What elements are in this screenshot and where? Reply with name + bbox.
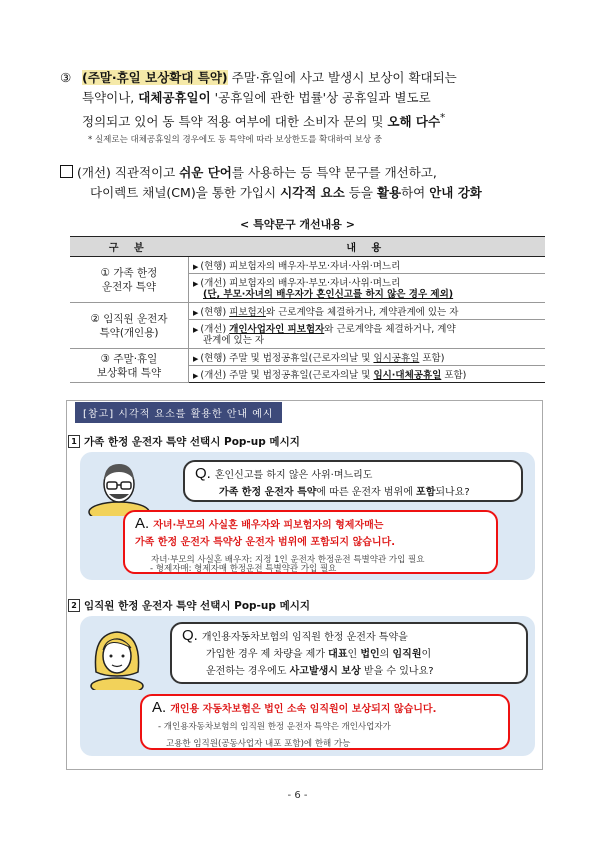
question-text: 인 [347, 649, 361, 660]
row-label: ① 가족 한정 운전자 특약 [70, 257, 189, 303]
question-text: 이 [421, 649, 432, 660]
section-text-bold: 시각적 요소 [280, 185, 345, 200]
question-text-bold: 사고발생시 보상 [289, 666, 361, 677]
question-text: 개인용자동차보험의 임직원 한정 운전자 특약을 [201, 632, 408, 643]
question-text: 운전하는 경우에도 [206, 666, 290, 677]
question-text: 에 따른 운전자 범위에 [316, 487, 417, 498]
answer-text: 개인용 자동차보험은 법인 소속 임직원이 보상되지 않습니다. [170, 704, 437, 715]
answer-detail: 고용한 임직원(공동사업자 내포 포함)에 한해 가능 [166, 739, 351, 749]
footnote: * 실제로는 대체공휴일의 경우에도 동 특약에 따라 보상한도를 확대하여 보상 중 [88, 135, 383, 145]
example-title-text: 가족 한정 운전자 특약 선택시 Pop-up 메시지 [84, 436, 300, 448]
woman-avatar-icon [86, 626, 148, 690]
current-text: ▶ (현행) 피보험자의 배우자·부모·자녀·사위·며느리 [189, 257, 546, 274]
table-title: < 특약문구 개선내용 > [240, 218, 355, 231]
row-label: ② 임직원 운전자 특약(개인용) [70, 303, 189, 349]
table-header: 내 용 [189, 237, 546, 257]
improvement-section [60, 163, 560, 203]
answer-detail: - 형제자매: 형제자매 한정운전 특별약관 가입 필요 [150, 564, 337, 574]
q-mark: Q. [182, 627, 198, 644]
section-text-bold: 활용 [376, 185, 402, 200]
section-label: (개선) [77, 165, 111, 180]
revised-text: ▶ (개선) 주말 및 법정공휴일(근로자의날 및 임시·대체공휴일 포함) [189, 366, 546, 383]
item-text-bold: 대체공휴일이 [138, 90, 211, 105]
section-text-bold: 쉬운 단어 [179, 165, 232, 180]
answer-detail: - 개인용자동차보험의 임직원 한정 운전자 특약은 개인사업자가 [158, 722, 391, 732]
question-text-bold: 포함 [416, 487, 436, 498]
footnote-mark: * [440, 112, 446, 124]
item-text: 정의되고 있어 동 특약 적용 여부에 대한 소비자 문의 및 [82, 114, 388, 130]
table-row [70, 349, 545, 366]
question-text-bold: 대표 [328, 649, 348, 660]
man-avatar-icon [85, 458, 153, 516]
example-2-question-bubble [170, 622, 528, 684]
table-row [70, 303, 545, 320]
question-text: 받을 수 있나요? [360, 666, 434, 677]
a-mark: A. [135, 515, 150, 532]
question-text-bold: 가족 한정 운전자 특약 [219, 487, 317, 498]
table-header: 구 분 [70, 237, 189, 257]
section-text: 등을 [344, 185, 377, 200]
example-2-answer-bubble [140, 694, 510, 750]
table-header-row [70, 237, 545, 257]
answer-detail: 자녀·부모의 사실혼 배우자: 지정 1인 운전자 한정운전 특별약관 가입 필요 [151, 555, 425, 565]
section-text: 를 사용하는 등 특약 문구를 개선하고, [231, 165, 437, 180]
item-text: 특약이나, [82, 90, 139, 105]
example-title-text: 임직원 한정 운전자 특약 선택시 Pop-up 메시지 [84, 600, 310, 612]
reference-tab: [참고] 시각적 요소를 활용한 안내 예시 [75, 402, 282, 423]
question-text: 되나요? [435, 487, 470, 498]
improvement-table [70, 236, 545, 383]
example-1-title [68, 434, 300, 449]
section-text: 하여 [401, 185, 430, 200]
question-text: 가입한 경우 제 차량을 제가 [206, 649, 329, 660]
section-text: 직관적이고 [110, 165, 180, 180]
item-3-paragraph [60, 68, 560, 132]
page-number: - 6 - [287, 790, 308, 801]
item-number: ③ [60, 70, 72, 85]
revised-text: ▶ (개선) 피보험자의 배우자·부모·자녀·사위·며느리 (단, 부모·자녀의 배우자가 혼인신고를 하지 않은 경우 제외) [189, 274, 546, 303]
section-text: 다이렉트 채널(CM)을 통한 가입시 [90, 185, 281, 200]
example-number: 2 [68, 599, 80, 612]
question-text-bold: 법인 [360, 649, 380, 660]
question-text-bold: 임직원 [392, 649, 422, 660]
item-text: 주말·휴일에 사고 발생시 보상이 확대되는 [227, 70, 457, 85]
item-text: '공휴일에 관한 법률'상 공휴일과 별도로 [210, 90, 431, 105]
answer-text: 가족 한정 운전자 특약상 운전자 범위에 포함되지 않습니다. [135, 537, 396, 548]
answer-text: 자녀·부모의 사실혼 배우자와 피보험자의 형제자매는 [153, 520, 384, 531]
table-row [70, 257, 545, 274]
current-text: ▶ (현행) 주말 및 법정공휴일(근로자의날 및 임시공휴일 포함) [189, 349, 546, 366]
item-text-bold: 오해 다수 [387, 114, 441, 130]
section-text-bold: 안내 강화 [429, 185, 482, 200]
example-number: 1 [68, 435, 80, 448]
example-1-question-bubble [183, 460, 523, 502]
q-mark: Q. [195, 465, 211, 482]
example-2-title [68, 598, 310, 613]
row-label: ③ 주말·휴일 보상확대 특약 [70, 349, 189, 383]
question-text: 의 [379, 649, 393, 660]
question-text: 혼인신고를 하지 않은 사위·며느리도 [214, 470, 373, 481]
checkbox-icon [60, 165, 73, 178]
revised-text: ▶ (개선) 개인사업자인 피보험자와 근로계약을 체결하거나, 계약 관계에 있는 자 [189, 320, 546, 349]
a-mark: A. [152, 699, 167, 716]
current-text: ▶ (현행) 피보험자와 근로계약을 체결하거나, 계약관계에 있는 자 [189, 303, 546, 320]
item-title: (주말·휴일 보상확대 특약) [82, 70, 228, 85]
